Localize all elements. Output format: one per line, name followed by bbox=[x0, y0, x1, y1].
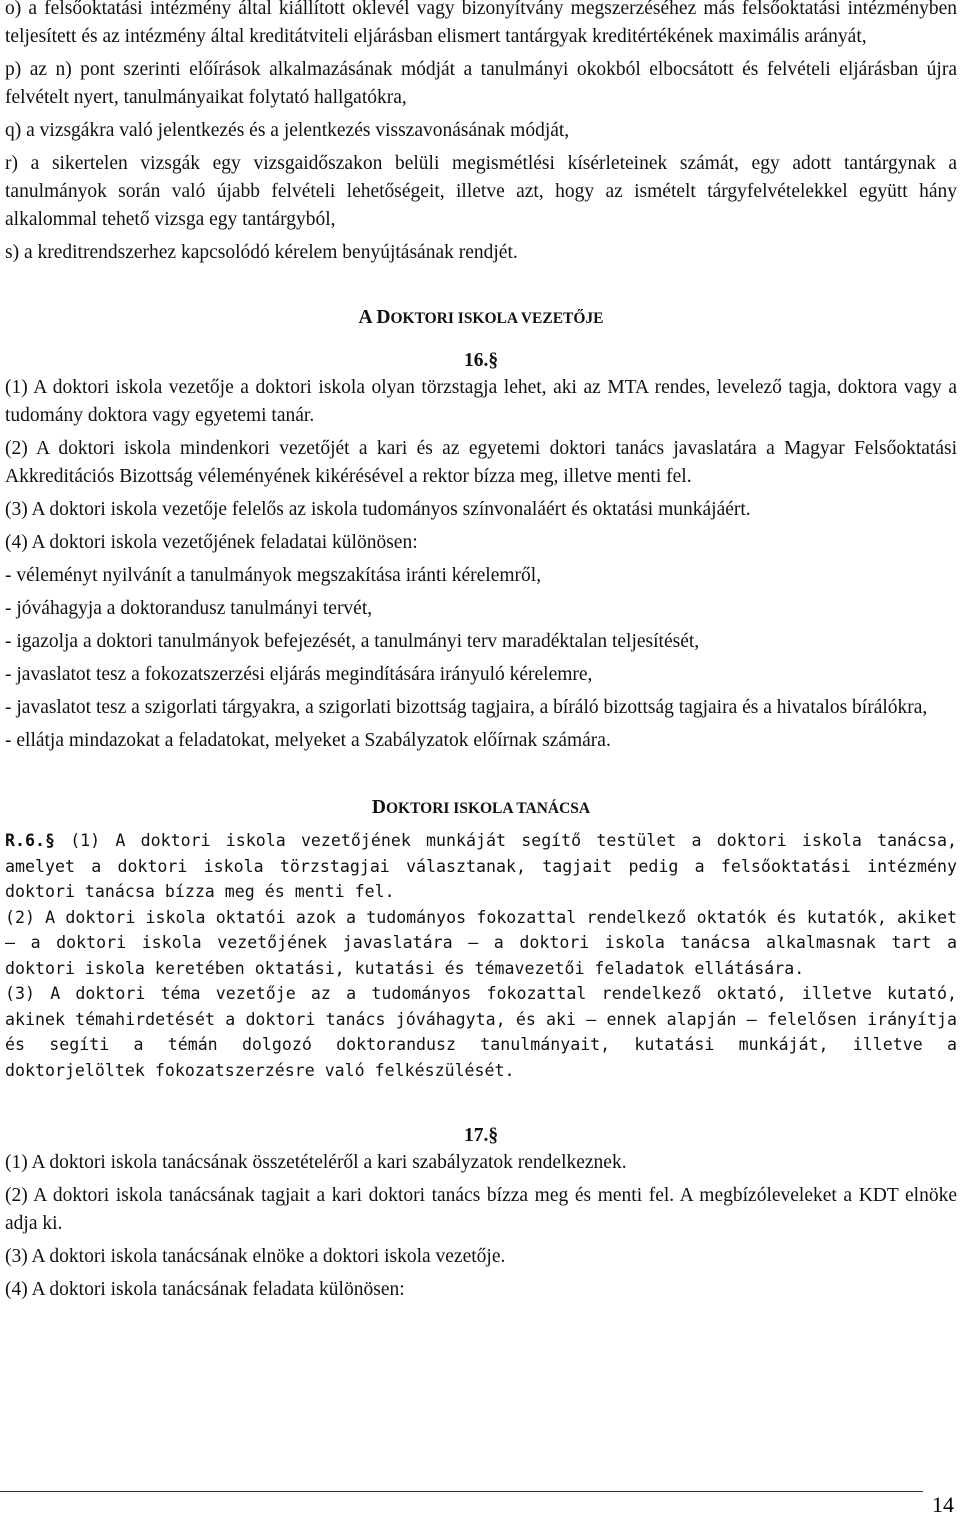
heading-initial: A D bbox=[358, 307, 391, 328]
section17-para-2: (2) A doktori iskola tanácsának tagjait a kari doktori tanács bízza meg és menti fel. A megbízóleveleket a KDT elnöke adja ki. bbox=[5, 1185, 957, 1234]
section17-para-3: (3) A doktori iskola tanácsának elnöke a doktori iskola vezetője. bbox=[5, 1246, 506, 1267]
list-item-o: o) a felsőoktatási intézmény által kiállított oklevél vagy bizonyítvány megszerzéséhez más felsőoktatási intézményben teljesített és az intézmény által kreditátviteli eljárásban elismert tantárgyak kreditértékének maximális arányát, bbox=[5, 0, 957, 47]
footer-divider bbox=[0, 1491, 923, 1492]
section17-para-4: (4) A doktori iskola tanácsának feladata különösen: bbox=[5, 1279, 405, 1300]
section16-dash-item-6: - ellátja mindazokat a feladatokat, melyeket a Szabályzatok előírnak számára. bbox=[5, 730, 611, 751]
section16-dash-item-1: - véleményt nyilvánít a tanulmányok megszakítása iránti kérelemről, bbox=[5, 565, 542, 586]
section-mark: § bbox=[488, 350, 499, 371]
list-item-r: r) a sikertelen vizsgák egy vizsgaidőszakon belüli megismétlési kísérleteinek számát, egy adott tantárgynak a tanulmányok során való újabb felvételi lehetőségeit, illetve azt, hogy az ismételt tárgyfelvételekkel együtt hány alkalommal tehető vizsga egy tantárgyból, bbox=[5, 153, 957, 230]
council-para-2: (2) A doktori iskola oktatói azok a tudományos fokozattal rendelkező oktatók és kutatók, akiket – a doktori iskola vezetőjének javaslatára – a doktori iskola tanácsa alkalmasnak tart a doktori iskola keretében oktatási, kutatási és témavezetői feladatok ellátására. bbox=[5, 907, 957, 978]
section16-para-1: (1) A doktori iskola vezetője a doktori iskola olyan törzstagja lehet, aki az MTA rendes, levelező tagja, doktora vagy a tudomány doktora vagy egyetemi tanár. bbox=[5, 377, 957, 426]
section-heading-doctoral-school-head bbox=[5, 305, 957, 332]
section-number-text: 16. bbox=[463, 350, 489, 371]
council-para-1 bbox=[5, 828, 957, 905]
heading-initial: D bbox=[371, 797, 386, 818]
section16-dash-item-5: - javaslatot tesz a szigorlati tárgyakra, a szigorlati bizottság tagjaira, a bíráló bizottság tagjaira és a hivatalos bírálókra, bbox=[5, 697, 928, 718]
section-number-16 bbox=[5, 348, 957, 374]
section16-para-3: (3) A doktori iskola vezetője felelős az iskola tudományos színvonaláért és oktatási munkájáért. bbox=[5, 499, 751, 520]
section-mark: § bbox=[44, 831, 55, 850]
list-item-p: p) az n) pont szerinti előírások alkalmazásának módját a tanulmányi okokból elbocsátott és felvételi eljárásban újra felvételt nyert, tanulmányaikat folytató hallgatókra, bbox=[5, 59, 957, 108]
heading-rest: OKTORI ISKOLA TANÁCSA bbox=[385, 800, 591, 817]
heading-rest: OKTORI ISKOLA VEZETŐJE bbox=[390, 310, 604, 327]
section16-dash-item-2: - jóváhagyja a doktorandusz tanulmányi tervét, bbox=[5, 598, 373, 619]
section17-para-1: (1) A doktori iskola tanácsának összetételéről a kari szabályzatok rendelkeznek. bbox=[5, 1152, 627, 1173]
document-page bbox=[5, 0, 957, 1309]
section-heading-council bbox=[5, 795, 957, 822]
page-number: 14 bbox=[932, 1492, 954, 1517]
list-item-q: q) a vizsgákra való jelentkezés és a jelentkezés visszavonásának módját, bbox=[5, 120, 570, 141]
section-number-text: 17. bbox=[463, 1125, 489, 1146]
section16-dash-item-3: - igazolja a doktori tanulmányok befejezését, a tanulmányi terv maradéktalan teljesítését, bbox=[5, 631, 700, 652]
r-label: R.6. bbox=[5, 831, 45, 850]
council-para-3: (3) A doktori téma vezetője az a tudományos fokozattal rendelkező oktató, illetve kutató, akinek témahirdetését a doktori tanács jóváhagyta, és aki – ennek alapján – felelősen irányítja és segíti a témán dolgozó doktorandusz tanulmányait, kutatási munkáját, illetve a doktorjelöltek fokozatszerzésre való felkészülését. bbox=[5, 984, 957, 1080]
section-number-17 bbox=[5, 1123, 957, 1149]
section-mark: § bbox=[488, 1125, 499, 1146]
list-item-s: s) a kreditrendszerhez kapcsolódó kérelem benyújtásának rendjét. bbox=[5, 242, 518, 263]
section16-dash-item-4: - javaslatot tesz a fokozatszerzési eljárás megindítására irányuló kérelemre, bbox=[5, 664, 593, 685]
section16-para-2: (2) A doktori iskola mindenkori vezetőjét a kari és az egyetemi doktori tanács javaslatára a Magyar Felsőoktatási Akkreditációs Bizottság véleményének kikérésével a rektor bízza meg, illetve menti fel. bbox=[5, 438, 957, 487]
section16-para-4: (4) A doktori iskola vezetőjének feladatai különösen: bbox=[5, 532, 418, 553]
council-para-1-text: (1) A doktori iskola vezetőjének munkáját segítő testület a doktori iskola tanácsa, amelyet a doktori iskola törzstagjai választanak, tagjait pedig a felsőoktatási intézmény doktori tanácsa bízza meg és menti fel. bbox=[5, 831, 957, 901]
